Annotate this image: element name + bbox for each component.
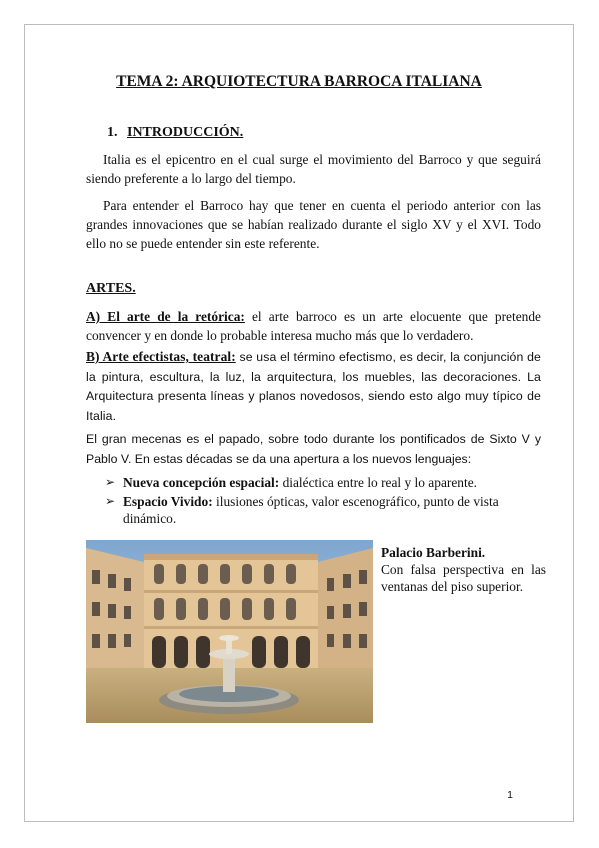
point-b-paragraph [86, 347, 541, 426]
page-number: 1 [507, 789, 513, 801]
palacio-barberini-photo [86, 540, 373, 723]
section-number: 1. [107, 125, 118, 140]
caption-title: Palacio Barberini. [381, 545, 486, 560]
bullet-text: ilusiones ópticas, valor escenográfico, punto de vista dinámico. [123, 494, 499, 526]
document-page [24, 24, 574, 822]
arrow-bullet-icon: ➢ [105, 475, 116, 489]
point-b-text: se usa el término efectismo, es decir, la conjunción de la pintura, escultura, la luz, la arquitectura, los muebles, las decoraciones. La Arquitectura presenta líneas y planos novedosos, siendo esto algo muy típico de Italia. [86, 350, 541, 423]
point-a-text: el arte barroco es un arte elocuente que pretende convencer y en donde lo probable interesa mucho más que lo verdadero. [86, 309, 542, 343]
caption-text: Con falsa perspectiva en las ventanas del piso superior. [381, 562, 546, 594]
list-item [105, 474, 545, 491]
mecenas-paragraph: El gran mecenas es el papado, sobre todo durante los pontificados de Sixto V y Pablo V. En estas décadas se da una apertura a los nuevos lenguajes: [86, 432, 541, 466]
bullet-lead: Espacio Vivido: [123, 494, 213, 509]
point-a-lead: A) El arte de la retórica: [86, 309, 245, 324]
figure-caption [381, 544, 546, 595]
bullet-lead: Nueva concepción espacial: [123, 475, 280, 490]
section-heading-introduccion [107, 125, 243, 141]
arrow-bullet-icon: ➢ [105, 494, 116, 508]
intro-paragraph-1: Italia es el epicentro en el cual surge el movimiento del Barroco y que seguirá siendo preferente a lo largo del tiempo. [86, 152, 541, 186]
point-b-lead: B) Arte efectistas, teatral: [86, 349, 236, 364]
point-a-paragraph [86, 307, 541, 345]
artes-heading: ARTES. [86, 281, 136, 296]
list-item [105, 493, 545, 527]
page-title: TEMA 2: ARQUIOTECTURA BARROCA ITALIANA [116, 73, 482, 90]
bullet-list [105, 474, 545, 529]
intro-paragraph-2: Para entender el Barroco hay que tener en cuenta el periodo anterior con las grandes innovaciones que se habían realizado durante el siglo XV y el XVI. Todo ello no se puede entender sin este referente. [86, 198, 541, 251]
bullet-text: dialéctica entre lo real y lo aparente. [279, 475, 477, 490]
section-heading-text: INTRODUCCIÓN. [127, 125, 244, 140]
